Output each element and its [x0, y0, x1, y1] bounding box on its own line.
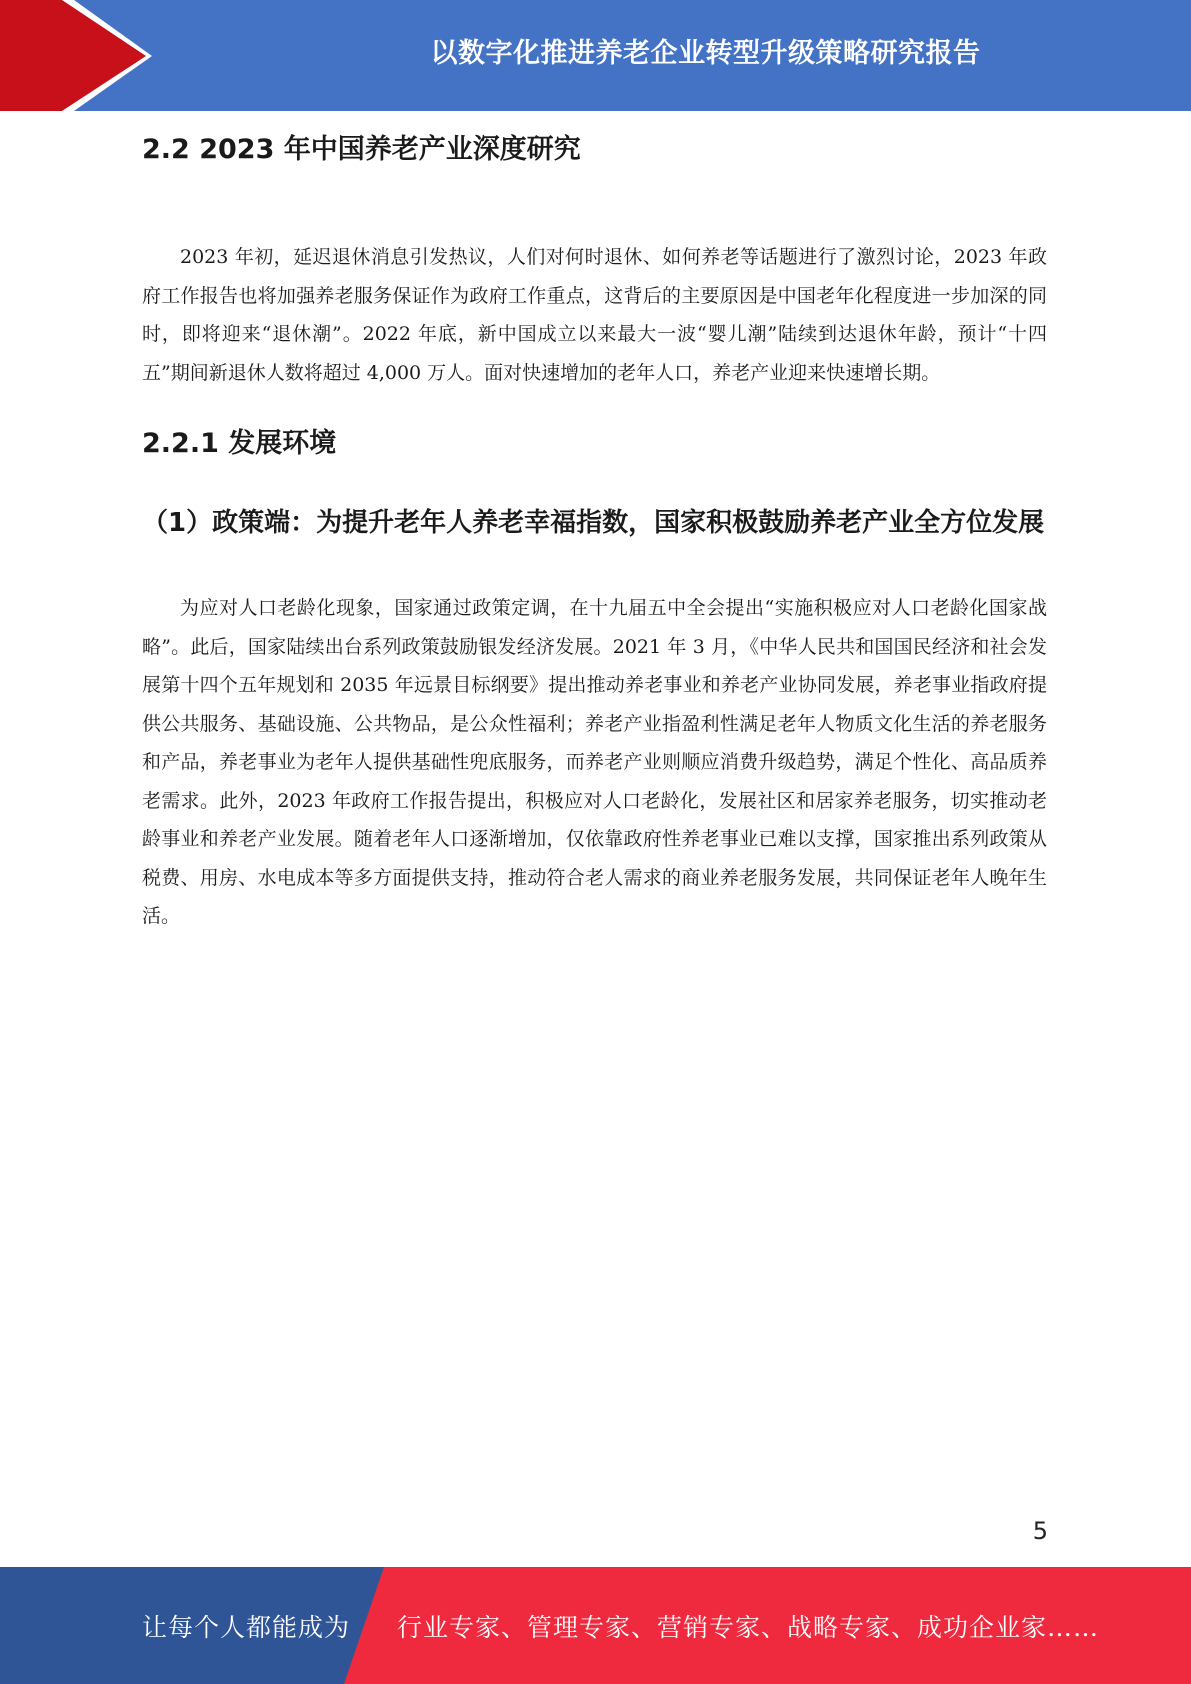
subsubsection-title: （1）政策端：为提升老年人养老幸福指数，国家积极鼓励养老产业全方位发展 — [142, 508, 1045, 538]
header-title: 以数字化推进养老企业转型升级策略研究报告 — [430, 37, 981, 69]
footer-slogan-left: 让每个人都能成为 — [142, 1612, 351, 1642]
footer-banner — [0, 1567, 1191, 1684]
document-body — [142, 128, 1047, 936]
header-banner — [0, 0, 1191, 111]
footer-slogan-right: 行业专家、管理专家、营销专家、战略专家、成功企业家…… — [397, 1612, 1100, 1642]
paragraph-policy: 为应对人口老龄化现象，国家通过政策定调，在十九届五中全会提出“实施积极应对人口老龄化国家战略”。此后，国家陆续出台系列政策鼓励银发经济发展。2021 年 3 月，《中华人民共和国国民经济和社会发展第十四个五年规划和 2035 年远景目标纲要》提出推动养老事业和养老产业协同发展，养老事业指政府提供公共服务、基础设施、公共物品，是公众性福利；养老产业指盈利性满足老年人物质文化生活的养老服务和产品，养老事业为老年人提供基础性兜底服务，而养老产业则顺应消费升级趋势，满足个性化、高品质养老需求。此外，2023 年政府工作报告提出，积极应对人口老龄化，发展社区和居家养老服务，切实推动老龄事业和养老产业发展。随着老年人口逐渐增加，仅依靠政府性养老事业已难以支撑，国家推出系列政策从税费、用房、水电成本等多方面提供支持，推动符合老人需求的商业养老服务发展，共同保证老年人晚年生活。 — [142, 597, 1047, 927]
section-title: 2.2 2023 年中国养老产业深度研究 — [142, 134, 581, 165]
subsection-title: 2.2.1 发展环境 — [142, 428, 337, 459]
paragraph-intro: 2023 年初，延迟退休消息引发热议，人们对何时退休、如何养老等话题进行了激烈讨论，2023 年政府工作报告也将加强养老服务保证作为政府工作重点，这背后的主要原因是中国老年化程度进一步加深的同时，即将迎来“退休潮”。2022 年底，新中国成立以来最大一波“婴儿潮”陆续到达退休年龄，预计“十四五”期间新退休人数将超过 4,000 万人。面对快速增加的老年人口，养老产业迎来快速增长期。 — [142, 246, 1047, 384]
page-number: 5 — [1032, 1517, 1048, 1545]
